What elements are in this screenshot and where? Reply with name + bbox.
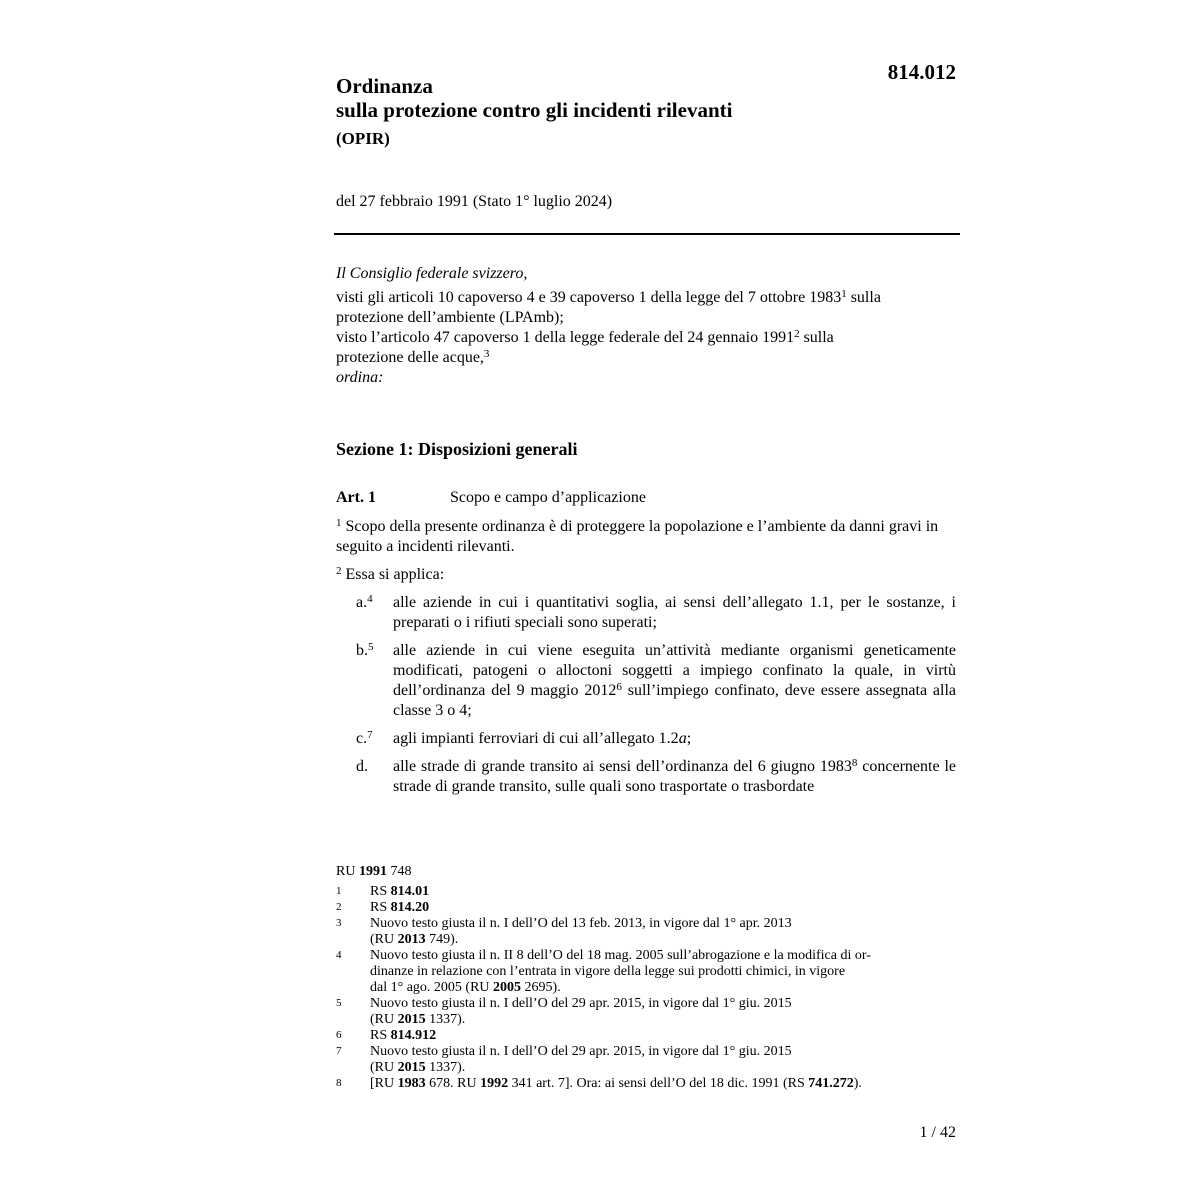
footnote: 5 Nuovo testo giusta il n. I dell’O del 29 apr. 2015, in vigore dal 1° giu. 2015 (RU 2015 1337). [336, 996, 792, 1027]
footnote-ref[interactable]: 4 [367, 593, 373, 605]
article-body [336, 517, 956, 805]
preamble-visti-1-cont: protezione dell’ambiente (LPAmb); [336, 309, 564, 326]
preamble [336, 264, 956, 388]
date-line: del 27 febbraio 1991 (Stato 1° luglio 2024) [336, 193, 613, 210]
footnote: 6 RS 814.912 [336, 1028, 437, 1043]
footnote: 3 Nuovo testo giusta il n. I dell’O del 13 feb. 2013, in vigore dal 1° apr. 2013 (RU 2013 749). [336, 916, 792, 947]
header-divider [334, 233, 960, 235]
footnote-ref[interactable]: 3 [483, 348, 490, 360]
list-item-b: b.$^5$ alle aziende in cui viene eseguita un’attività mediante organismi geneticamente modificati, patogeni o alloctoni soggetti a impiego confinato la quale, in virtù dell’ordinanza del 9 maggio 2012$^6$ sull’impiego confinato, deve essere assegnata alla classe 3 o 4; [356, 641, 957, 719]
footnote: 7 Nuovo testo giusta il n. I dell’O del 29 apr. 2015, in vigore dal 1° giu. 2015 (RU 2015 1337). [336, 1044, 792, 1075]
preamble-visti-2-cont: protezione delle acque,$^3$ [336, 348, 490, 366]
preamble-visti-1: visti gli articoli 10 capoverso 4 e 39 capoverso 1 della legge del 7 ottobre 1983$^1$ sulla [336, 288, 881, 306]
paragraph-1: $^1$ Scopo della presente ordinanza è di proteggere la popolazione e l’ambiente da danni gravi in seguito a incidenti rilevanti. [336, 517, 939, 555]
official-compilation-ref: RU 1991 748 [336, 864, 412, 879]
title-block [336, 74, 876, 149]
section-title: Sezione 1: Disposizioni generali [336, 439, 578, 459]
preamble-authority: Il Consiglio federale svizzero, [336, 265, 528, 282]
footnote-ref[interactable]: 6 [616, 681, 622, 693]
footnote-ref[interactable]: 7 [367, 729, 373, 741]
paragraph-2: $^2$ Essa si applica: [336, 565, 445, 583]
list-item-c: c.$^7$ agli impianti ferroviari di cui all’allegato 1.2a; [356, 729, 692, 747]
footnote: 2 RS 814.20 [336, 900, 430, 915]
sr-number: 814.012 [887, 60, 956, 84]
list-item-a: a.$^4$ alle aziende in cui i quantitativi soglia, ai sensi dell’allegato 1.1, per le sostanze, i preparati o i rifiuti speciali sono superati; [356, 593, 956, 631]
preamble-ordina: ordina: [336, 369, 384, 386]
preamble-visti-2: visto l’articolo 47 capoverso 1 della legge federale del 24 gennaio 1991$^2$ sulla [336, 328, 834, 346]
article-number: Art. 1 [336, 489, 376, 506]
document-page [336, 0, 960, 1200]
footnote-ref[interactable]: 5 [368, 641, 374, 653]
footnote-ref[interactable]: 8 [851, 757, 858, 769]
title-abbreviation: (OPIR) [336, 129, 390, 148]
footnote-ref[interactable]: 1 [841, 288, 847, 300]
page-number: 1 / 42 [919, 1124, 956, 1141]
title-line-1: Ordinanza [336, 74, 433, 98]
footnote-ref[interactable]: 2 [794, 328, 800, 340]
footnote: 1 RS 814.01 [336, 884, 430, 899]
article-title: Scopo e campo d’applicazione [450, 489, 646, 506]
footnotes [336, 884, 960, 1092]
footnote: 8 [RU 1983 678. RU 1992 341 art. 7]. Ora: ai sensi dell’O del 18 dic. 1991 (RS 741.272). [336, 1076, 862, 1091]
article-heading [336, 489, 956, 507]
footnote: 4 Nuovo testo giusta il n. II 8 dell’O del 18 mag. 2005 sull’abrogazione e la modifica di or- dinanze in relazione con l’entrata in vigore della legge sui prodotti chimici, in vigore dal 1° ago. 2005 (RU 2005 2695). [336, 948, 871, 995]
title-line-2: sulla protezione contro gli incidenti rilevanti [336, 98, 733, 122]
list-item-d: d. alle strade di grande transito ai sensi dell’ordinanza del 6 giugno 1983$^8$ concernente le strade di grande transito, sulle quali sono trasportate o trasbordate [356, 757, 957, 795]
